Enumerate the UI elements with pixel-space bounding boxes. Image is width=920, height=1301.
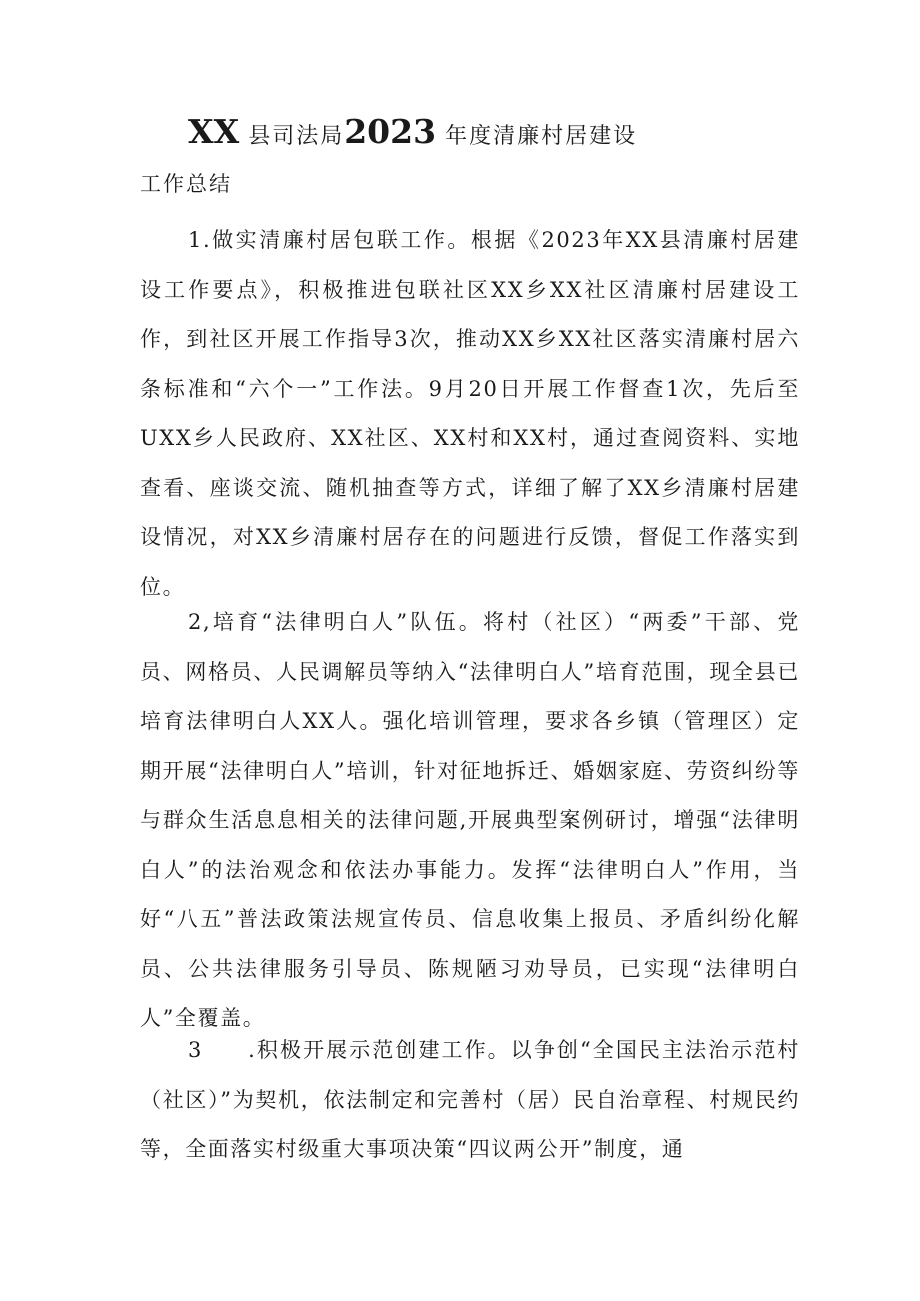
document-subtitle: 工作总结	[140, 172, 232, 196]
paragraph-1: 1.做实清廉村居包联工作。根据《2023年XX县清廉村居建设工作要点》，积极推进包联社区XX乡XX社区清廉村居建设工作，到社区开展工作指导3次，推动XX乡XX社区落实清廉村居六条标准和“六个一”工作法。9月20日开展工作督查1次，先后至UXX乡人民政府、XX社区、XX村和XX村，通过查阅资料、实地查看、座谈交流、随机抽查等方式，详细了解了XX乡清廉村居建设情况，对XX乡清廉村居存在的问题进行反馈，督促工作落实到位。	[140, 228, 800, 599]
title-part-bureau: 县司法局	[239, 124, 345, 149]
paragraph-3: 3 .积极开展示范创建工作。以争创“全国民主法治示范村（社区）”为契机，依法制定和完善村（居）民自治章程、村规民约等，全面落实村级重大事项决策“四议两公开”制度，通	[140, 1038, 800, 1161]
title-part-year: 2023	[344, 112, 437, 151]
title-part-topic: 年度清廉村居建设	[436, 124, 638, 149]
document-title	[188, 112, 637, 157]
paragraph-2: 2,培育“法律明白人”队伍。将村（社区）“两委”干部、党员、网格员、人民调解员等纳入“法律明白人”培育范围，现全县已培育法律明白人XX人。强化培训管理，要求各乡镇（管理区）定期开展“法律明白人”培训，针对征地拆迁、婚姻家庭、劳资纠纷等与群众生活息息相关的法律问题,开展典型案例研讨，增强“法律明白人”的法治观念和依法办事能力。发挥“法律明白人”作用，当好“八五”普法政策法规宣传员、信息收集上报员、矛盾纠纷化解员、公共法律服务引导员、陈规陋习劝导员，已实现“法律明白人”全覆盖。	[140, 610, 800, 1030]
title-part-xx: XX	[188, 112, 240, 151]
